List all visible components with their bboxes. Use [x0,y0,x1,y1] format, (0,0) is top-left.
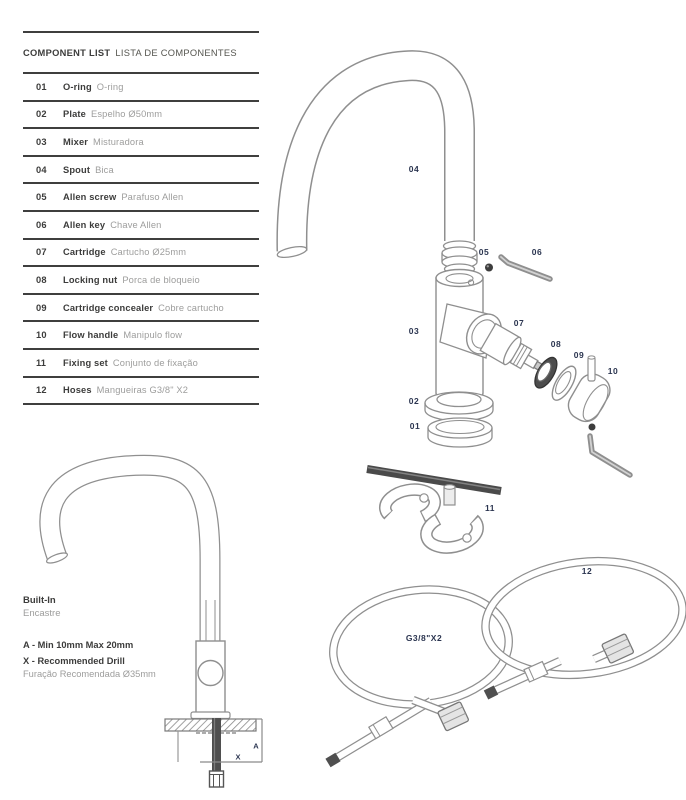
spout-drawing [276,66,459,260]
component-row-04 [23,157,259,185]
component-name-en: Cartridge concealer [63,302,154,313]
component-number: 02 [36,109,47,120]
component-row-03 [23,129,259,157]
component-number: 01 [36,81,47,92]
component-number: 09 [36,302,47,313]
component-name-en: Allen screw [63,192,117,203]
component-number: 05 [36,192,47,203]
component-name-en: O-ring [63,81,92,92]
built-in-title-en: Built-In [23,595,56,606]
hose-spec-label: G3/8"X2 [405,633,443,643]
component-name-en: Hoses [63,385,92,396]
built-in-drawing [45,465,262,787]
component-number: 07 [36,247,47,258]
component-name-en: Flow handle [63,330,119,341]
part-label-01: 01 [409,421,421,431]
part-label-05: 05 [478,247,490,257]
component-name-en: Locking nut [63,274,118,285]
component-name-pt: Chave Allen [110,219,162,230]
handle-screw-drawing [589,424,596,431]
component-name-pt: Manipulo flow [123,330,183,341]
handle-allen-key-drawing [590,436,630,475]
component-name-en: Spout [63,164,91,175]
dim-label-x: X [235,752,241,762]
oring-drawing [428,418,492,447]
component-name-pt: Mangueiras G3/8" X2 [96,385,189,396]
component-name-pt: Cobre cartucho [158,302,224,313]
component-name-pt: Parafuso Allen [121,192,184,203]
component-row-09 [23,295,259,323]
part-label-07: 07 [513,318,525,328]
component-name-pt: Espelho Ø50mm [90,109,163,120]
note-dimension-a: A - Min 10mm Max 20mm [23,640,134,650]
plate-drawing [425,392,493,421]
component-row-07 [23,240,259,268]
part-label-02: 02 [408,396,420,406]
component-name-en: Fixing set [63,357,108,368]
component-row-12 [23,378,259,406]
component-name-pt: Conjunto de fixação [112,357,198,368]
component-name-pt: Cartucho Ø25mm [110,247,187,258]
component-name-en: Allen key [63,219,106,230]
allen-screw-drawing [485,264,493,272]
part-label-04: 04 [408,164,420,174]
hoses-drawing [328,550,686,763]
component-name-pt: Misturadora [93,136,144,147]
component-list [23,31,259,405]
part-label-11: 11 [485,503,495,513]
component-number: 10 [36,330,47,341]
fixing-set-drawing [367,468,501,553]
part-label-06: 06 [531,247,543,257]
component-row-01 [23,74,259,102]
component-name-pt: Porca de bloqueio [122,274,200,285]
component-number: 06 [36,219,47,230]
component-row-05 [23,184,259,212]
component-number: 11 [36,357,47,368]
part-label-12: 12 [581,566,593,576]
component-row-11 [23,350,259,378]
note-recommended-drill [23,655,156,680]
component-number: 03 [36,136,47,147]
component-name-pt: Bica [95,164,114,175]
part-label-03: 03 [408,326,420,336]
built-in-title-pt: Encastre [23,608,61,619]
component-name-pt: O-ring [96,81,124,92]
component-row-06 [23,212,259,240]
built-in-title [23,594,61,620]
component-row-10 [23,322,259,350]
part-label-08: 08 [550,339,562,349]
component-list-header [23,33,259,74]
component-number: 04 [36,164,47,175]
component-name-en: Mixer [63,136,89,147]
part-label-09: 09 [573,350,585,360]
note-drill-en: X - Recommended Drill [23,656,125,666]
component-number: 08 [36,274,47,285]
component-row-02 [23,102,259,130]
note-drill-pt: Furação Recomendada Ø35mm [23,668,156,679]
dim-label-a: A [253,741,259,751]
component-list-title-pt: LISTA DE COMPONENTES [115,47,237,58]
component-name-en: Cartridge [63,247,106,258]
component-list-title-en: COMPONENT LIST [23,47,111,58]
component-number: 12 [36,385,47,396]
component-row-08 [23,267,259,295]
allen-key-drawing [501,257,550,279]
part-label-10: 10 [607,366,619,376]
component-name-en: Plate [63,109,86,120]
